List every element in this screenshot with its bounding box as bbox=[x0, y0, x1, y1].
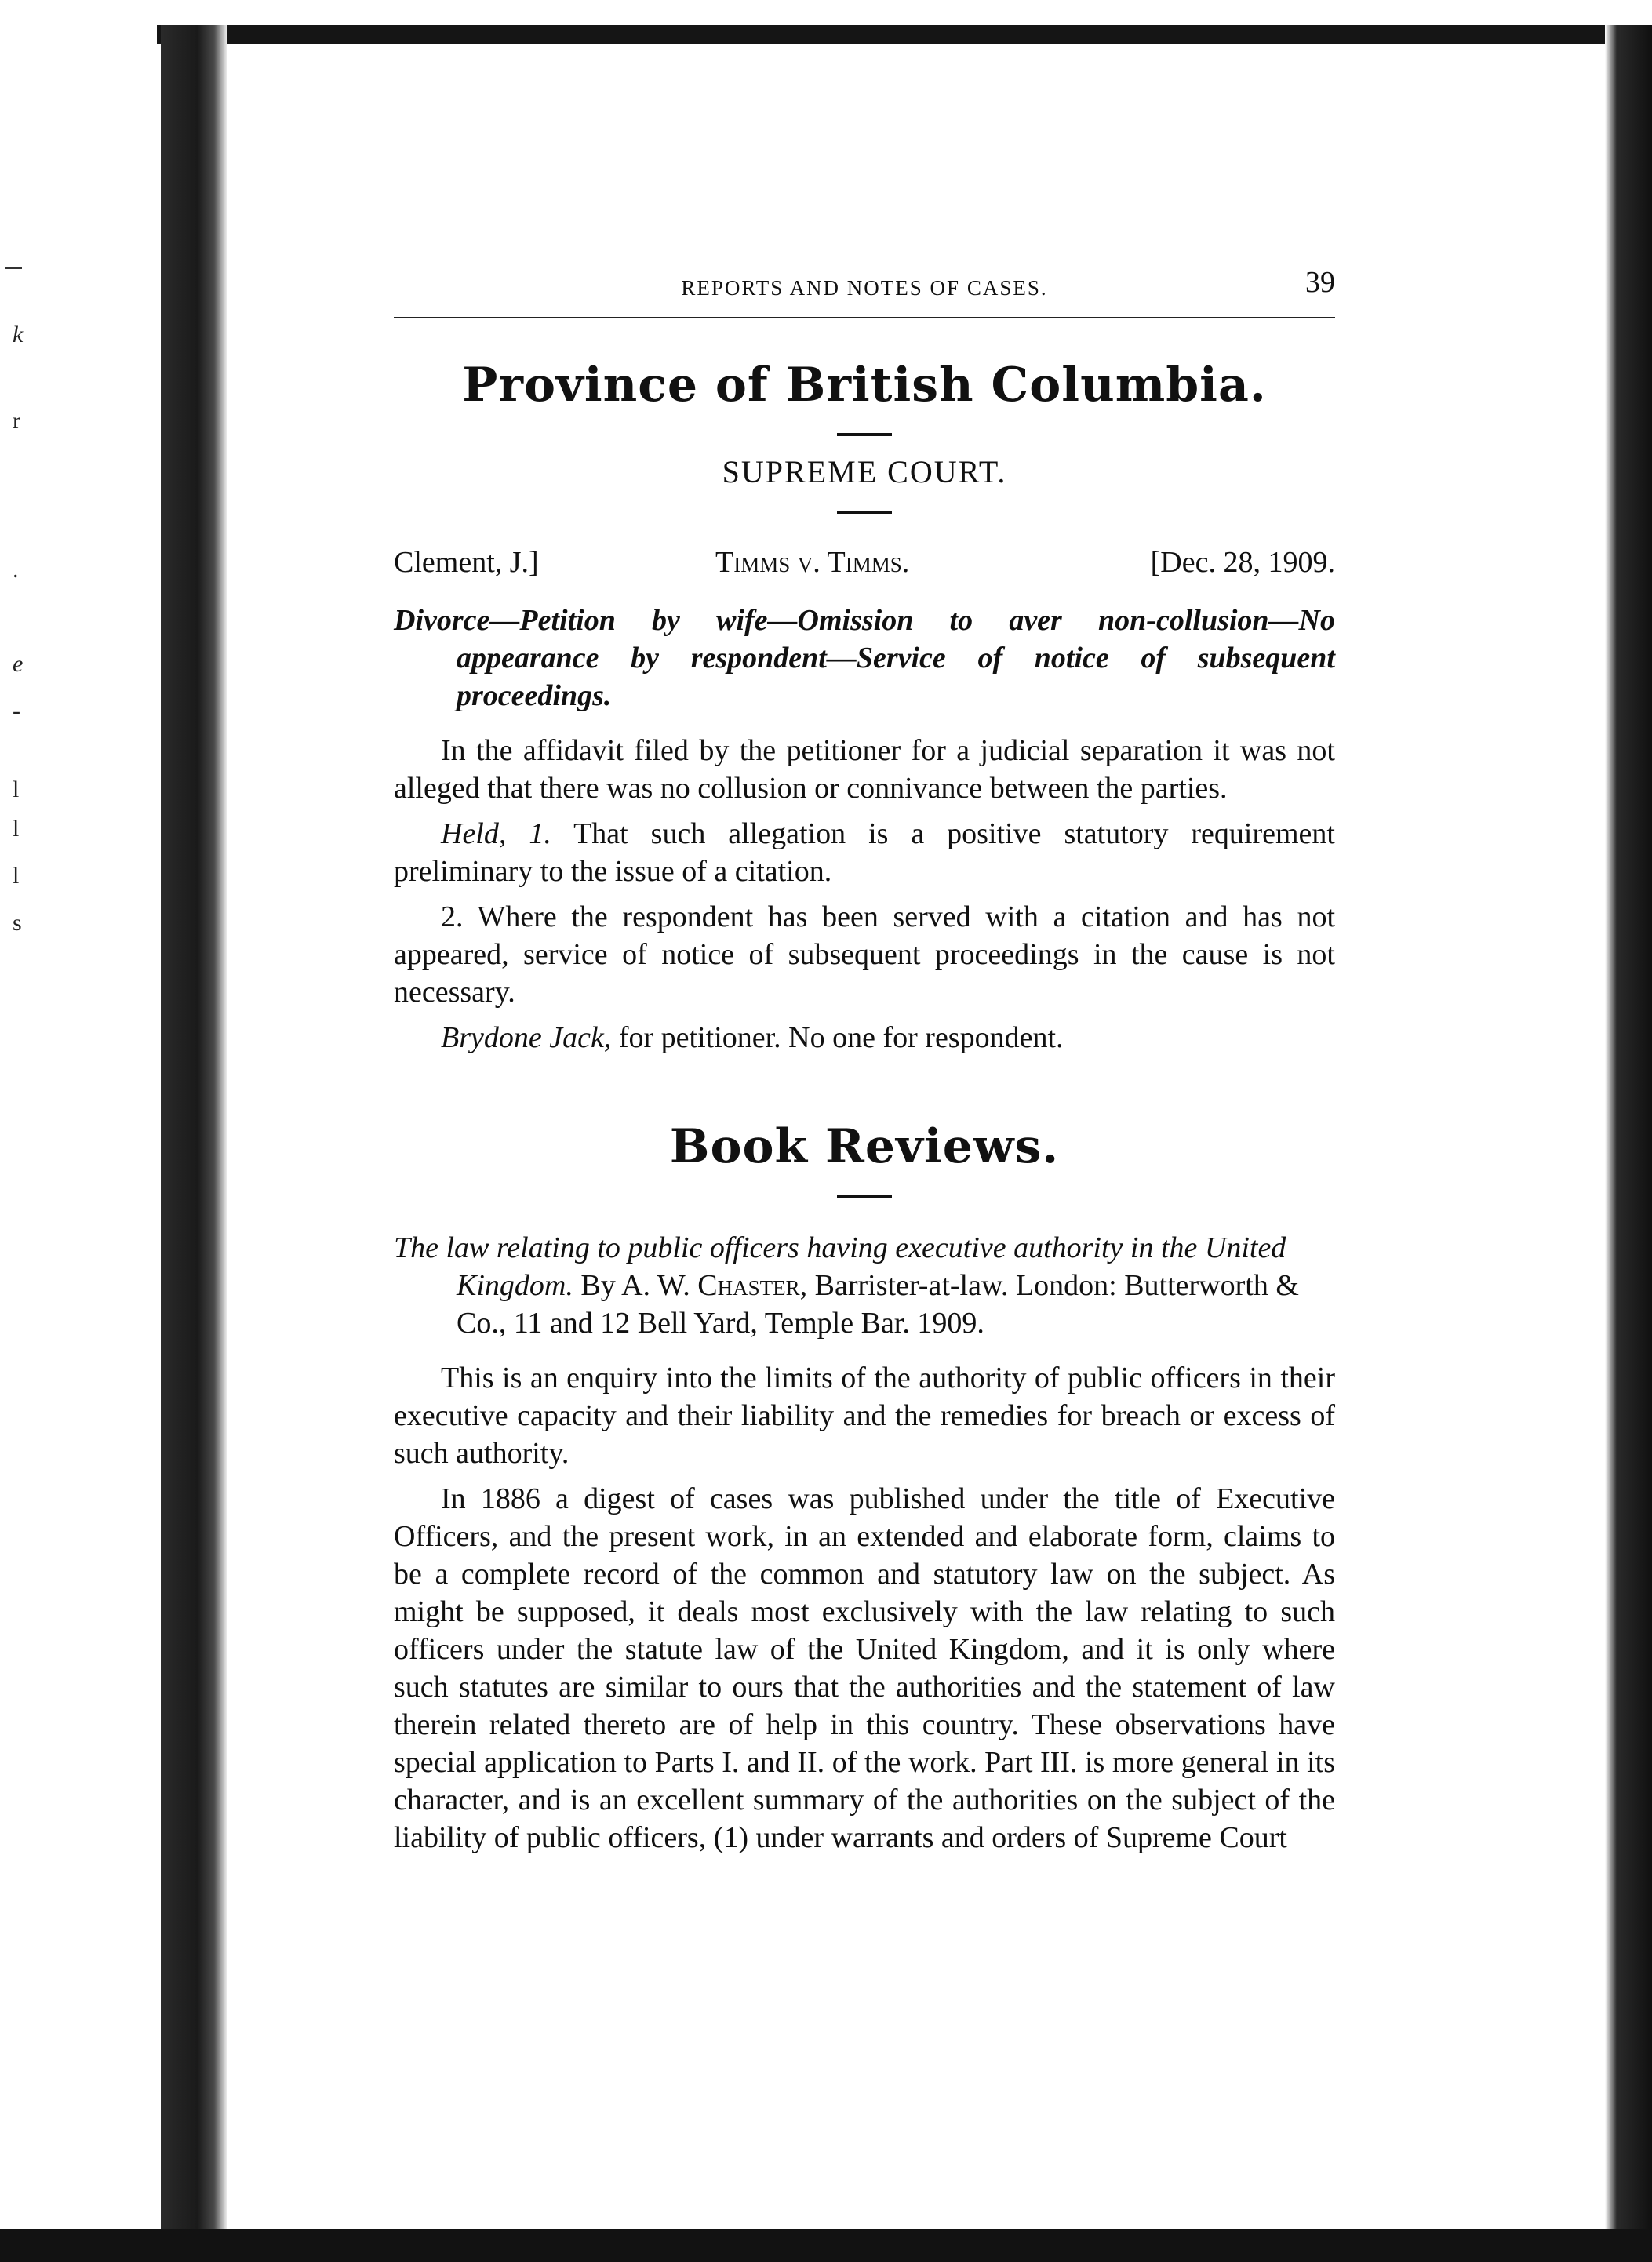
header-rule bbox=[394, 317, 1335, 318]
judge-name: Clement, J.] bbox=[394, 546, 539, 579]
scan-border-top bbox=[157, 25, 1652, 44]
margin-letter: - bbox=[13, 698, 20, 724]
case-title: Timms v. Timms. bbox=[715, 546, 910, 579]
margin-letter: s bbox=[13, 910, 22, 936]
book-by: By A. W. bbox=[580, 1269, 690, 1302]
case-paragraph: In the affidavit filed by the petitioner for a judicial separation it was not alleged that there was no collusion or connivance between the parties. bbox=[394, 734, 1335, 805]
scan-border-right bbox=[1605, 25, 1652, 2262]
book-reviews-heading: Book Reviews. bbox=[669, 1119, 1060, 1174]
case-paragraph: 2. Where the respondent has been served with a citation and has not appeared, service of notice of subsequent proceedings in the cause is not necessary. bbox=[394, 900, 1335, 1009]
scan-border-bottom bbox=[0, 2229, 1652, 2262]
margin-letter: l bbox=[13, 863, 20, 889]
previous-page-margin bbox=[5, 259, 36, 1043]
margin-letter: e bbox=[13, 651, 24, 677]
review-paragraph: This is an enquiry into the limits of the authority of public officers in their executive capacity and their liability and the remedies for breach or excess of such authority. bbox=[394, 1362, 1335, 1470]
book-title: The law relating to public officers having executive authority in the United Kingdom. bbox=[394, 1231, 1286, 1302]
margin-letter: l bbox=[13, 816, 20, 842]
holding-text: That such allegation is a positive statutory requirement preliminary to the issue of a citation. bbox=[394, 817, 1335, 888]
court-heading: SUPREME COURT. bbox=[722, 454, 1007, 489]
section-rule bbox=[837, 511, 892, 514]
margin-letter: . bbox=[13, 557, 19, 583]
page-number: 39 bbox=[1305, 266, 1335, 299]
running-title: REPORTS AND NOTES OF CASES. bbox=[681, 276, 1048, 300]
running-head bbox=[394, 259, 1335, 314]
margin-letter: r bbox=[13, 408, 20, 434]
document-page bbox=[394, 259, 1335, 1857]
reviewed-book-citation bbox=[394, 1229, 1335, 1342]
counsel-text: for petitioner. No one for respondent. bbox=[618, 1021, 1064, 1054]
province-heading: Province of British Columbia. bbox=[462, 358, 1267, 413]
counsel-line bbox=[394, 1019, 1335, 1056]
counsel-name: Brydone Jack, bbox=[441, 1021, 612, 1054]
case-caption bbox=[394, 545, 1335, 589]
review-paragraph: In 1886 a digest of cases was published under the title of Executive Officers, and the present work, in an extended and elaborate form, claims to be a complete record of the common and statutory law on the subject. As might be supposed, it deals most exclusively with the law relating to such officers under the statute law of the United Kingdom, and it is only where such statutes are similar to ours that the authorities and the statement of law therein related thereto are of help in this country. These observations have special application to Parts I. and II. of the work. Part III. is more general in its character, and is an excellent summary of the authorities on the subject of the liability of public officers, (1) under warrants and orders of Supreme Court bbox=[394, 1482, 1335, 1854]
held-label: Held, 1. bbox=[441, 817, 551, 850]
margin-letter: k bbox=[13, 322, 24, 347]
book-author: Chaster, bbox=[697, 1269, 808, 1302]
scan-border-left bbox=[161, 25, 227, 2262]
section-rule bbox=[837, 1195, 892, 1198]
case-holding bbox=[394, 815, 1335, 890]
margin-letter: l bbox=[13, 776, 20, 802]
book-publisher: Barrister-at-law. London: Butterworth & Co., 11 and 12 Bell Yard, Temple Bar. 1909. bbox=[457, 1269, 1299, 1340]
section-rule bbox=[837, 433, 892, 436]
case-date: [Dec. 28, 1909. bbox=[1150, 546, 1335, 579]
case-catchwords: Divorce—Petition by wife—Omission to aver non-collusion—No appearance by respondent—Service of notice of subsequent proceedings. bbox=[394, 604, 1335, 712]
margin-rule bbox=[5, 267, 22, 269]
